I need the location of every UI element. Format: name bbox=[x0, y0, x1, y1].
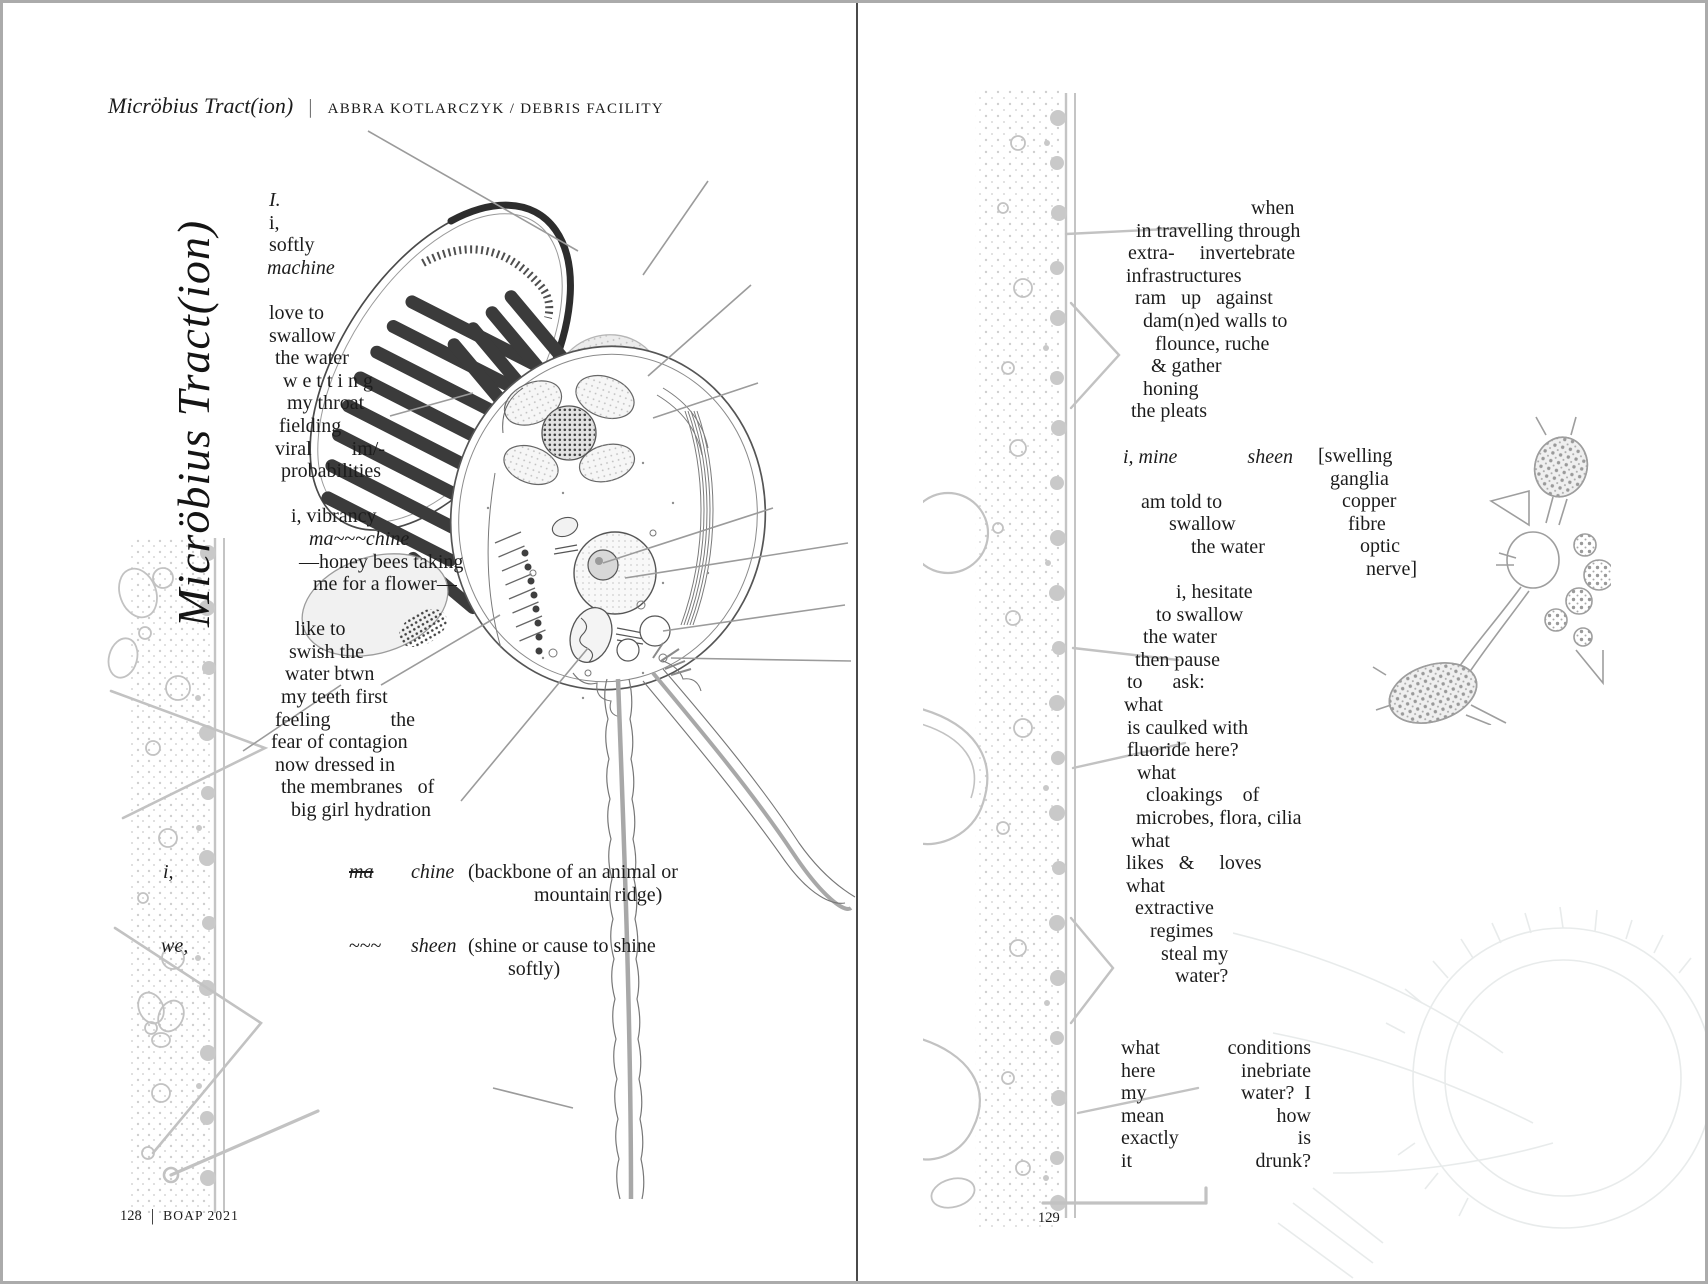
poem-line: my throat bbox=[287, 392, 365, 415]
poem-line: steal my bbox=[1161, 942, 1229, 965]
closing-right-word: water? I bbox=[1241, 1082, 1311, 1105]
definition-pronoun: i, bbox=[163, 861, 174, 883]
poem-line: dam(n)ed walls to bbox=[1143, 309, 1288, 332]
poem-line: flounce, ruche bbox=[1155, 332, 1270, 355]
poem-line: & gather bbox=[1151, 355, 1222, 378]
poem-line: what bbox=[1137, 761, 1176, 784]
poem-line: cloakings of bbox=[1146, 784, 1260, 807]
poem-line: probabilities bbox=[281, 460, 381, 483]
closing-left-word: exactly bbox=[1121, 1127, 1179, 1150]
closing-left-word: it bbox=[1121, 1149, 1133, 1172]
definition-word: sheen bbox=[411, 935, 457, 957]
footer-divider: | bbox=[150, 1206, 155, 1225]
bracket-aside-column bbox=[1318, 445, 1417, 581]
poem-line: honing bbox=[1143, 377, 1199, 400]
poem-line: now dressed in bbox=[275, 753, 395, 776]
closing-stanza-row bbox=[1121, 1082, 1311, 1105]
closing-right-word: drunk? bbox=[1255, 1149, 1311, 1172]
poem-line: the pleats bbox=[1131, 400, 1208, 423]
closing-left-word: what bbox=[1121, 1037, 1160, 1059]
poem-line bbox=[1121, 468, 1302, 491]
poem-line: extra- invertebrate bbox=[1128, 242, 1296, 265]
poem-line bbox=[1121, 423, 1302, 446]
closing-right-word: inebriate bbox=[1241, 1059, 1311, 1082]
poem-line bbox=[243, 279, 463, 302]
poem-line: to ask: bbox=[1127, 671, 1205, 694]
left-poem-column bbox=[243, 189, 463, 822]
definition-pronoun: we, bbox=[161, 935, 189, 957]
definition-text-continued: mountain ridge) bbox=[534, 884, 663, 906]
poem-line: what bbox=[1124, 694, 1163, 717]
poem-line: when bbox=[1251, 197, 1295, 219]
poem-line: to swallow bbox=[1156, 603, 1244, 626]
poem-line: swallow bbox=[269, 324, 336, 347]
poem-line: the water bbox=[1191, 535, 1265, 558]
closing-right-word: how bbox=[1276, 1104, 1311, 1127]
poem-line: i, vibrancy bbox=[291, 505, 377, 528]
closing-stanza-row bbox=[1121, 1105, 1311, 1128]
poem-line: what bbox=[1126, 874, 1165, 897]
poem-line: i, bbox=[269, 211, 280, 234]
poem-line: w e t t i n g bbox=[283, 369, 373, 392]
poem-line bbox=[1121, 559, 1302, 582]
closing-left-word: my bbox=[1121, 1082, 1147, 1105]
imprint: BOAP 2021 bbox=[163, 1208, 239, 1223]
poem-line: infrastructures bbox=[1126, 264, 1242, 287]
poem-line: microbes, flora, cilia bbox=[1136, 807, 1302, 830]
poem-line: the water bbox=[275, 347, 349, 370]
poem-line: then pause bbox=[1135, 648, 1220, 671]
poem-line bbox=[243, 596, 463, 619]
running-header-author: ABBRA KOTLARCZYK / DEBRIS FACILITY bbox=[327, 101, 665, 117]
poem-line: I. bbox=[269, 189, 281, 211]
poem-line: i, hesitate bbox=[1176, 581, 1253, 604]
poem-line: feeling the bbox=[275, 708, 415, 731]
closing-left-word: mean bbox=[1121, 1104, 1165, 1127]
closing-right-word: is bbox=[1297, 1127, 1311, 1150]
closing-stanza-row bbox=[1121, 1127, 1311, 1150]
poem-line: swallow bbox=[1169, 513, 1236, 536]
definition-text: (backbone of an animal or bbox=[468, 861, 678, 883]
right-poem-column bbox=[1121, 197, 1302, 988]
poem-line: water? bbox=[1175, 965, 1229, 988]
poem-line: viral im/- bbox=[275, 437, 385, 460]
header-divider: | bbox=[307, 96, 314, 118]
poem-line: like to bbox=[295, 618, 346, 641]
bracket-line: optic bbox=[1360, 535, 1400, 558]
poem-line bbox=[243, 483, 463, 506]
poem-line: fielding bbox=[279, 414, 342, 437]
poem-line: the water bbox=[1143, 626, 1217, 649]
bracket-line: [swelling bbox=[1318, 445, 1393, 467]
closing-stanza bbox=[1121, 1037, 1311, 1173]
running-header bbox=[108, 93, 664, 119]
closing-left-word: here bbox=[1121, 1059, 1156, 1082]
poem-line: likes & loves bbox=[1126, 852, 1262, 875]
poem-line: love to bbox=[269, 301, 324, 324]
poem-line: —honey bees taking bbox=[299, 550, 464, 573]
closing-stanza-row bbox=[1121, 1060, 1311, 1083]
closing-right-word: conditions bbox=[1227, 1037, 1311, 1059]
poem-line: i, mine sheen bbox=[1123, 445, 1293, 468]
bracket-line: nerve] bbox=[1366, 557, 1418, 580]
poem-line: regimes bbox=[1150, 920, 1214, 942]
vertical-poem-title: Micröbius Tract(ion) bbox=[168, 219, 219, 627]
left-page-footer bbox=[120, 1206, 239, 1226]
running-header-title: Micröbius Tract(ion) bbox=[108, 93, 294, 118]
bracket-line: fibre bbox=[1348, 512, 1386, 535]
definition-struck-syllable: ma bbox=[349, 861, 374, 883]
definition-word: chine bbox=[411, 861, 455, 883]
bracket-line: ganglia bbox=[1330, 467, 1389, 490]
poem-line: swish the bbox=[289, 640, 364, 663]
poem-line: what bbox=[1131, 829, 1170, 852]
poem-line: in travelling through bbox=[1136, 219, 1301, 242]
poem-line: ram up against bbox=[1135, 287, 1273, 310]
page-number: 128 bbox=[120, 1207, 142, 1224]
poem-line: extractive bbox=[1135, 897, 1214, 920]
poem-line: big girl hydration bbox=[291, 799, 431, 822]
poem-line: water btwn bbox=[285, 663, 375, 686]
poem-line: machine bbox=[267, 256, 335, 279]
closing-stanza-row bbox=[1121, 1150, 1311, 1173]
right-page-footer bbox=[1038, 1210, 1060, 1227]
bracket-line: copper bbox=[1342, 490, 1397, 513]
poem-line: am told to bbox=[1141, 490, 1223, 513]
poem-line: fluoride here? bbox=[1127, 739, 1239, 762]
poem-line: softly bbox=[269, 234, 315, 257]
page-gutter-divider bbox=[856, 3, 858, 1281]
poem-line: the membranes of bbox=[281, 776, 435, 799]
poem-line: ma~~~chine bbox=[309, 527, 410, 550]
page-number: 129 bbox=[1038, 1210, 1060, 1226]
poem-line: is caulked with bbox=[1127, 716, 1249, 739]
closing-stanza-row bbox=[1121, 1037, 1311, 1060]
definition-tildes: ~~~ bbox=[349, 935, 382, 957]
poem-line: my teeth first bbox=[281, 686, 388, 709]
definition-text-continued: softly) bbox=[508, 958, 561, 980]
definition-text: (shine or cause to shine bbox=[468, 935, 656, 957]
poem-line: me for a flower— bbox=[313, 573, 457, 596]
poem-line: fear of contagion bbox=[271, 731, 408, 754]
